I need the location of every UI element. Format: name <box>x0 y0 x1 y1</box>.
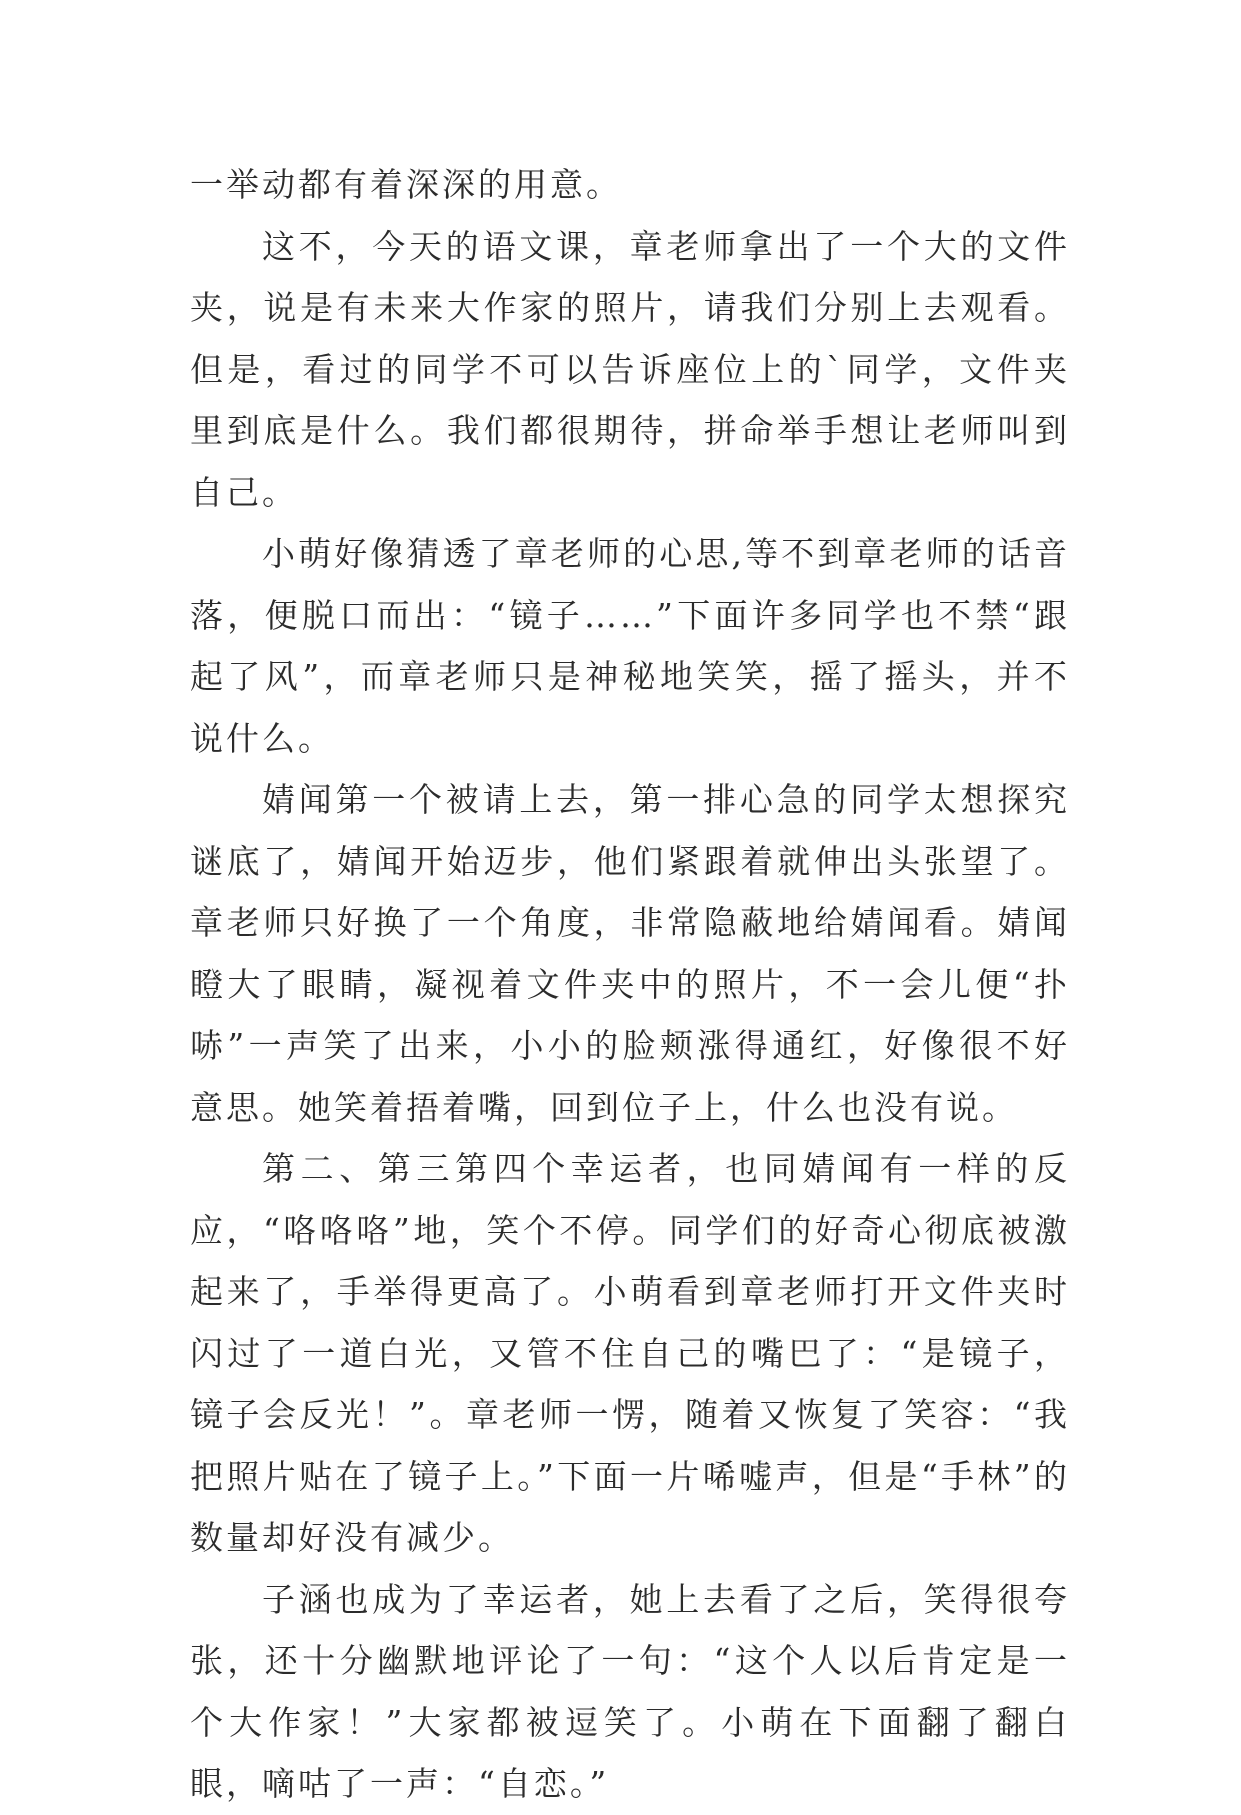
paragraph-6: 子涵也成为了幸运者，她上去看了之后，笑得很夸张，还十分幽默地评论了一句：“这个人以后肯定是一个大作家！”大家都被逗笑了。小萌在下面翻了翻白眼，嘀咕了一声：“自恋。” <box>190 1579 1070 1803</box>
paragraph-4: 婧闻第一个被请上去，第一排心急的同学太想探究谜底了，婧闻开始迈步，他们紧跟着就伸出头张望了。章老师只好换了一个角度，非常隐蔽地给婧闻看。婧闻瞪大了眼睛，凝视着文件夹中的照片，不一会儿便“扑哧”一声笑了出来，小小的脸颊涨得通红，好像很不好意思。她笑着捂着嘴，回到位子上，什么也没有说。 <box>190 780 1070 1127</box>
paragraph-1: 一举动都有着深深的用意。 <box>190 165 622 204</box>
paragraph-5: 第二、第三第四个幸运者，也同婧闻有一样的反应，“咯咯咯”地，笑个不停。同学们的好奇心彻底被激起来了，手举得更高了。小萌看到章老师打开文件夹时闪过了一道白光，又管不住自己的嘴巴了：“是镜子，镜子会反光！”。章老师一愣，随着又恢复了笑容：“我把照片贴在了镜子上。”下面一片唏嘘声，但是“手林”的数量却好没有减少。 <box>190 1149 1070 1557</box>
document-body <box>190 154 1070 1815</box>
paragraph-2: 这不，今天的语文课，章老师拿出了一个大的文件夹，说是有未来大作家的照片，请我们分别上去观看。但是，看过的同学不可以告诉座位上的`同学，文件夹里到底是什么。我们都很期待，拼命举手想让老师叫到自己。 <box>190 226 1070 512</box>
paragraph-3: 小萌好像猜透了章老师的心思,等不到章老师的话音落，便脱口而出：“镜子……”下面许多同学也不禁“跟起了风”，而章老师只是神秘地笑笑，摇了摇头，并不说什么。 <box>190 534 1070 758</box>
